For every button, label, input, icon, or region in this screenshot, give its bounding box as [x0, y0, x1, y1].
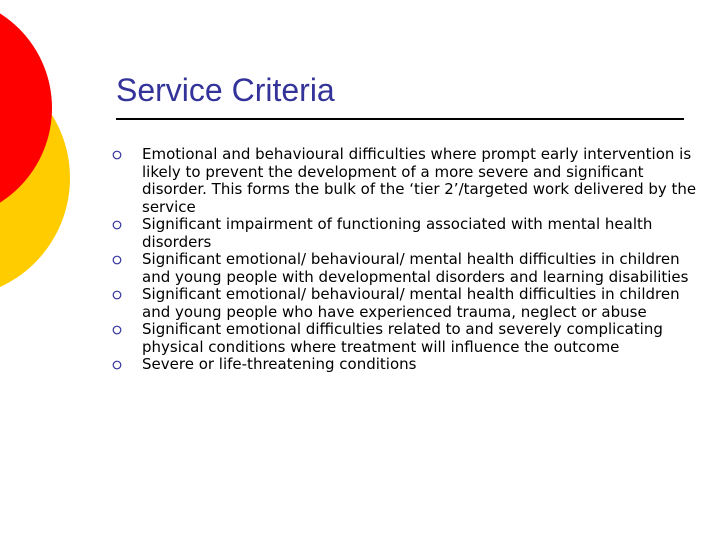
hollow-circle-icon [112, 290, 122, 300]
bullet-text: Significant emotional/ behavioural/ mental health difficulties in children and young people with developmental disorders and learning disabilities [142, 250, 689, 286]
hollow-circle-icon [112, 150, 122, 160]
hollow-circle-icon [112, 360, 122, 370]
bullet-text: Significant impairment of functioning associated with mental health disorders [142, 215, 653, 251]
list-item [112, 356, 712, 374]
list-item [112, 286, 712, 321]
bullet-text: Emotional and behavioural difficulties where prompt early intervention is likely to prevent the development of a more severe and significant disorder. This forms the bulk of the ‘tier 2’/targeted work delivered by the service [142, 145, 697, 216]
bullet-text: Significant emotional difficulties related to and severely complicating physical conditions where treatment will influence the outcome [142, 320, 663, 356]
list-item [112, 216, 712, 251]
list-item [112, 321, 712, 356]
decorative-circles [0, 0, 120, 300]
hollow-circle-icon [112, 325, 122, 335]
hollow-circle-icon [112, 255, 122, 265]
bullet-text: Severe or life-threatening conditions [142, 355, 417, 373]
title-underline [116, 118, 684, 120]
hollow-circle-icon [112, 220, 122, 230]
bullet-list [112, 146, 712, 374]
list-item [112, 146, 712, 216]
slide-title: Service Criteria [116, 72, 335, 108]
bullet-text: Significant emotional/ behavioural/ mental health difficulties in children and young people who have experienced trauma, neglect or abuse [142, 285, 680, 321]
list-item [112, 251, 712, 286]
